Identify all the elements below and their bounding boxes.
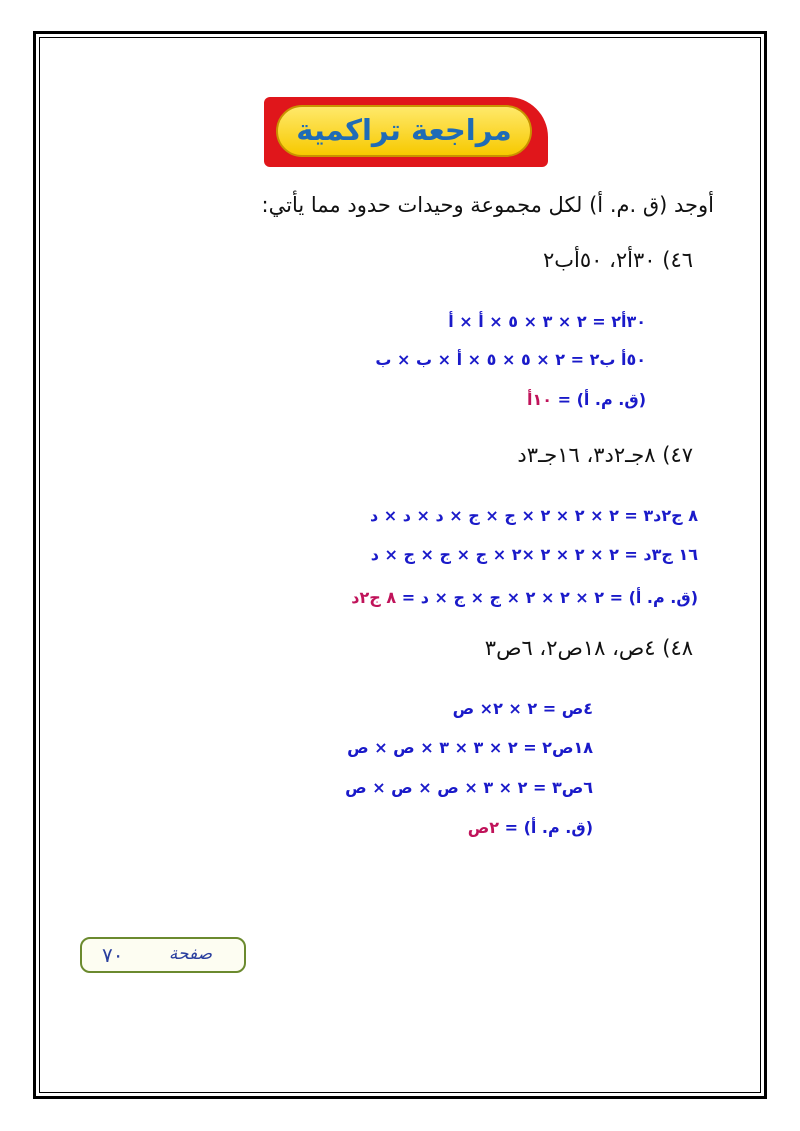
result-value: ١٠أ — [527, 390, 553, 409]
problem-48-result — [468, 818, 593, 837]
problem-48-label: ٤٨) ٤ص، ١٨ص٢، ٦ص٣ — [484, 636, 693, 660]
instruction-text: أوجد (ق .م. أ) لكل مجموعة وحيدات حدود مما يأتي: — [261, 193, 714, 217]
result-prefix: (ق. م. أ) = — [499, 818, 593, 837]
problem-46-label: ٤٦) ٣٠أ٢، ٥٠أب٢ — [542, 248, 693, 272]
problem-47-step-1: ٨ ج٢د٣ = ٢ × ٢ × ٢ × ج × ج × د × د × د — [370, 506, 698, 525]
page-number: ٧٠ — [102, 943, 124, 967]
result-prefix: (ق. م. أ) = ٢ × ٢ × ٢ × ج × ج × د = — [396, 588, 698, 607]
problem-46-step-1: ٣٠أ٢ = ٢ × ٣ × ٥ × أ × أ — [448, 312, 646, 331]
banner-yellow-pill — [276, 105, 532, 157]
problem-47-step-2: ١٦ ج٣د = ٢ × ٢ × ٢ ×٢ × ج × ج × ج × د — [370, 545, 698, 564]
result-value: ٢ص — [467, 818, 500, 837]
problem-48-step-1: ٤ص = ٢ × ٢× ص — [452, 699, 593, 718]
problem-48-step-3: ٦ص٣ = ٢ × ٣ × ص × ص × ص — [345, 778, 593, 797]
problem-48-step-2: ١٨ص٢ = ٢ × ٣ × ٣ × ص × ص — [347, 738, 593, 757]
page-label: صفحة — [168, 944, 212, 964]
page-number-badge — [80, 937, 246, 973]
result-prefix: (ق. م. أ) = — [552, 390, 646, 409]
banner-title: مراجعة تراكمية — [296, 113, 512, 147]
result-value: ٨ ج٢د — [351, 588, 397, 607]
problem-47-label: ٤٧) ٨جـ٢د٣، ١٦جـ٣د — [517, 443, 693, 467]
problem-46-step-2: ٥٠أ ب٢ = ٢ × ٥ × ٥ × أ × ب × ب — [375, 350, 646, 369]
problem-46-result — [527, 390, 646, 409]
problem-47-result — [351, 588, 698, 607]
section-banner — [264, 97, 548, 167]
